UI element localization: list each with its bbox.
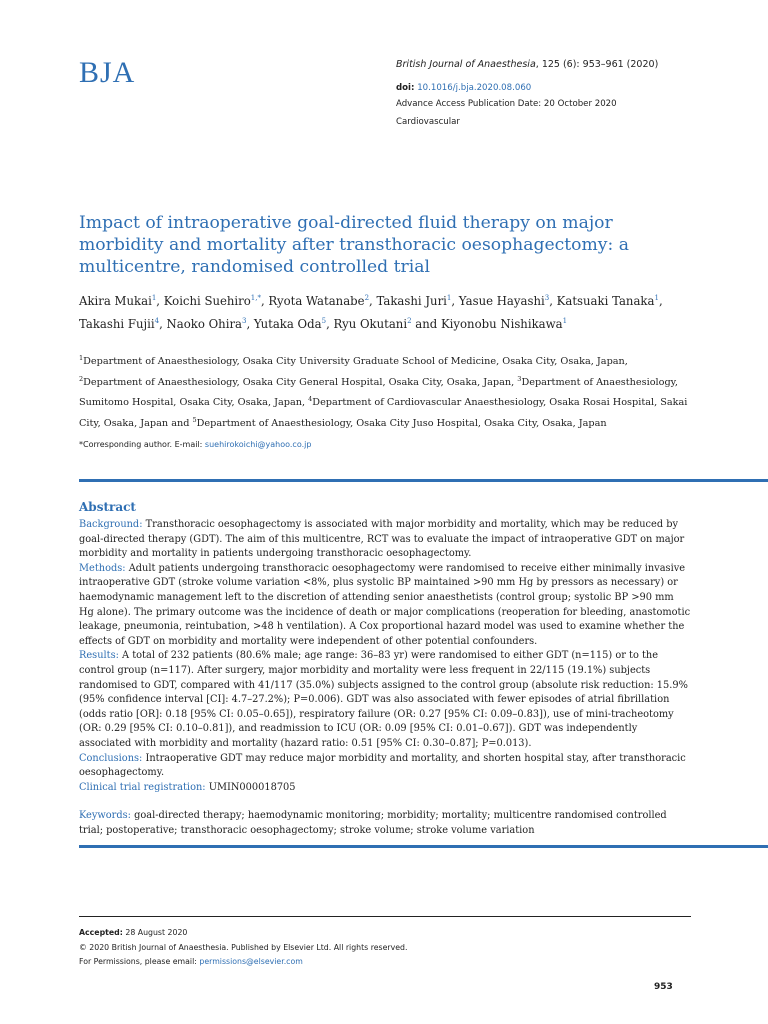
background-text: Transthoracic oesophagectomy is associated with major morbidity and mortality, which may be reduced by goal-directed therapy (GDT). The aim of this multicentre, RCT was to evaluate the impact of intraoperative GDT on major morbidity and mortality in patients undergoing transthoracic oesophagectomy.: [79, 519, 685, 560]
author-affiliation-mark: 4: [154, 316, 160, 325]
affiliation-text: Department of Anaesthesiology, Osaka City General Hospital, Osaka City, Osaka, Japan,: [83, 376, 518, 388]
article-title: Impact of intraoperative goal-directed fluid therapy on major morbidity and mortality after transthoracic oesophagectomy: a multicentre, randomised controlled trial: [79, 213, 630, 277]
affiliation-mark: 1: [79, 354, 84, 362]
article-section: Cardiovascular: [396, 117, 460, 127]
author-list: Akira Mukai$^1$, Koichi Suehiro$^{1,*}$, Ryota Watanabe$^2$, Takashi Juri$^1$, Yasue Hayashi$^3$, Katsuaki Tanaka$^1$, Takashi Fujii$^4$, Naoko Ohira$^3$, Yutaka Oda$^5$, Ryu Okutani$^2$ and Kiyonobu Nishikawa$^1$: [79, 293, 663, 331]
doi-link[interactable]: 10.1016/j.bja.2020.08.060: [417, 83, 532, 93]
conclusions-label: Conclusions:: [79, 752, 143, 764]
corresponding-email-link[interactable]: suehirokoichi@yahoo.co.jp: [204, 440, 312, 449]
abstract-background: [79, 518, 691, 562]
author-affiliation-mark: 1: [151, 294, 157, 302]
author-name: Ryota Watanabe: [268, 293, 365, 308]
affiliation-text: Department of Anaesthesiology, Osaka City University Graduate School of Medicine, Osaka City, Osaka, Japan,: [83, 356, 628, 368]
abstract-bottom-rule: [79, 845, 768, 848]
advance-access: Advance Access Publication Date: 20 October 2020: [396, 99, 617, 109]
affiliations: [79, 350, 691, 433]
journal-meta: [396, 59, 658, 128]
author-name: Naoko Ohira: [166, 316, 242, 331]
footer-notes: [79, 926, 407, 970]
author-name: Yasue Hayashi: [458, 293, 545, 308]
author-name: Takashi Fujii: [79, 316, 155, 331]
journal-logo: BJA: [79, 56, 136, 89]
abstract-body: [79, 518, 691, 838]
corresponding-author: [79, 440, 311, 449]
permissions-email-link[interactable]: permissions@elsevier.com: [199, 957, 303, 966]
abstract-conclusions: [79, 752, 691, 781]
abstract-top-rule: [79, 479, 768, 482]
keywords-label: Keywords:: [79, 810, 131, 822]
corresponding-label: *Corresponding author. E-mail:: [79, 440, 205, 449]
accepted-label: Accepted:: [79, 928, 123, 937]
trial-label: Clinical trial registration:: [79, 781, 206, 793]
abstract-methods: [79, 562, 691, 650]
permissions-label: For Permissions, please email:: [79, 957, 200, 966]
footer-rule: [79, 916, 691, 917]
accepted-date: 28 August 2020: [122, 928, 188, 937]
journal-citation: [396, 59, 658, 71]
author-name: Koichi Suehiro: [163, 293, 251, 308]
affiliation-mark: 5: [192, 416, 197, 425]
affiliation-text: Department of Anaesthesiology, Osaka City Juso Hospital, Osaka City, Osaka, Japan: [196, 418, 607, 430]
accepted-line: [79, 926, 407, 941]
author-affiliation-mark: 1: [562, 316, 568, 325]
copyright-line: © 2020 British Journal of Anaesthesia. Published by Elsevier Ltd. All rights reserved.: [79, 942, 408, 952]
author-name: Akira Mukai: [79, 293, 152, 308]
author-name: Ryu Okutani: [333, 316, 408, 331]
abstract-heading: Abstract: [79, 500, 136, 514]
keywords-text: goal-directed therapy; haemodynamic monitoring; morbidity; mortality; multicentre randomised controlled trial; postoperative; transthoracic oesophagectomy; stroke volume; stroke volume variation: [79, 810, 667, 836]
doi-label: doi:: [396, 83, 415, 93]
author-name: Katsuaki Tanaka: [556, 293, 655, 308]
results-text: A total of 232 patients (80.6% male; age range: 36–83 yr) were randomised to either GDT (n=115) or to the control group (n=117). After surgery, major morbidity and mortality were less frequent in 22/115 (19.1%) subjects randomised to GDT, compared with 41/117 (35.0%) subjects assigned to the control group (absolute risk reduction: 15.9% (95% confidence interval [CI]: 4.7–27.2%); P=0.006). GDT was also associated with fewer episodes of atrial fibrillation (odds ratio [OR]: 0.18 [95% CI: 0.05–0.65]), respiratory failure (OR: 0.27 [95% CI: 0.09–0.83]), use of mini-tracheotomy (OR: 0.29 [95% CI: 0.10–0.81]), and readmission to ICU (OR: 0.09 [95% CI: 0.01–0.67]). GDT was independently associated with morbidity and mortality (hazard ratio: 0.51 [95% CI: 0.30–0.87]; P=0.013).: [79, 650, 688, 749]
author-affiliation-mark: 2: [407, 316, 412, 325]
trial-text: UMIN000018705: [205, 781, 296, 793]
conclusions-text: Intraoperative GDT may reduce major morbidity and mortality, and shorten hospital stay, after transthoracic oesophagectomy.: [79, 752, 686, 779]
author-affiliation-mark: 3: [544, 294, 550, 302]
affiliation-mark: 4: [308, 395, 313, 404]
affiliation-mark: 2: [79, 374, 84, 383]
author-affiliation-mark: 5: [321, 316, 327, 325]
affiliation-text: Department of Cardiovascular Anaesthesiology, Osaka Rosai Hospital, Sakai City, Osaka, Japan and: [79, 397, 688, 430]
permissions-line: [79, 955, 407, 970]
methods-text: Adult patients undergoing transthoracic oesophagectomy were randomised to receive either minimally invasive intraoperative GDT (stroke volume variation <8%, plus systolic BP maintained >90 mm Hg by pressors as necessary) or haemodynamic management left to the discretion of attending senior anaesthetists (control group; systolic BP >90 mm Hg alone). The primary outcome was the incidence of death or major complications (reoperation for bleeding, anastomotic leakage, pneumonia, reintubation, >48 h ventilation). A Cox proportional hazard model was used to examine whether the effects of GDT on morbidity and mortality were independent of other potential confounders.: [79, 562, 691, 647]
author-name: Kiyonobu Nishikawa: [440, 316, 563, 331]
abstract-trial-registration: [79, 781, 691, 796]
affiliation-mark: 3: [517, 374, 522, 383]
affiliation-text: Department of Anaesthesiology, Sumitomo Hospital, Osaka City, Osaka, Japan,: [79, 376, 678, 409]
author-name: Takashi Juri: [376, 293, 447, 308]
author-name: Yutaka Oda: [253, 316, 322, 331]
results-label: Results:: [79, 650, 119, 662]
methods-label: Methods:: [79, 562, 126, 574]
author-affiliation-mark: 1: [446, 294, 452, 302]
journal-name: British Journal of Anaesthesia: [396, 59, 536, 70]
author-and: and: [415, 316, 438, 331]
author-affiliation-mark: 1: [654, 294, 659, 302]
author-affiliation-mark: 2: [364, 294, 370, 302]
page-number: 953: [654, 982, 673, 992]
doi-line: [396, 82, 658, 94]
journal-volume: , 125 (6): 953–961 (2020): [535, 59, 659, 70]
abstract-results: [79, 649, 691, 751]
author-affiliation-mark: 1,*: [250, 294, 261, 302]
author-affiliation-mark: 3: [242, 316, 247, 325]
abstract-keywords: [79, 809, 691, 838]
background-label: Background:: [79, 519, 143, 530]
